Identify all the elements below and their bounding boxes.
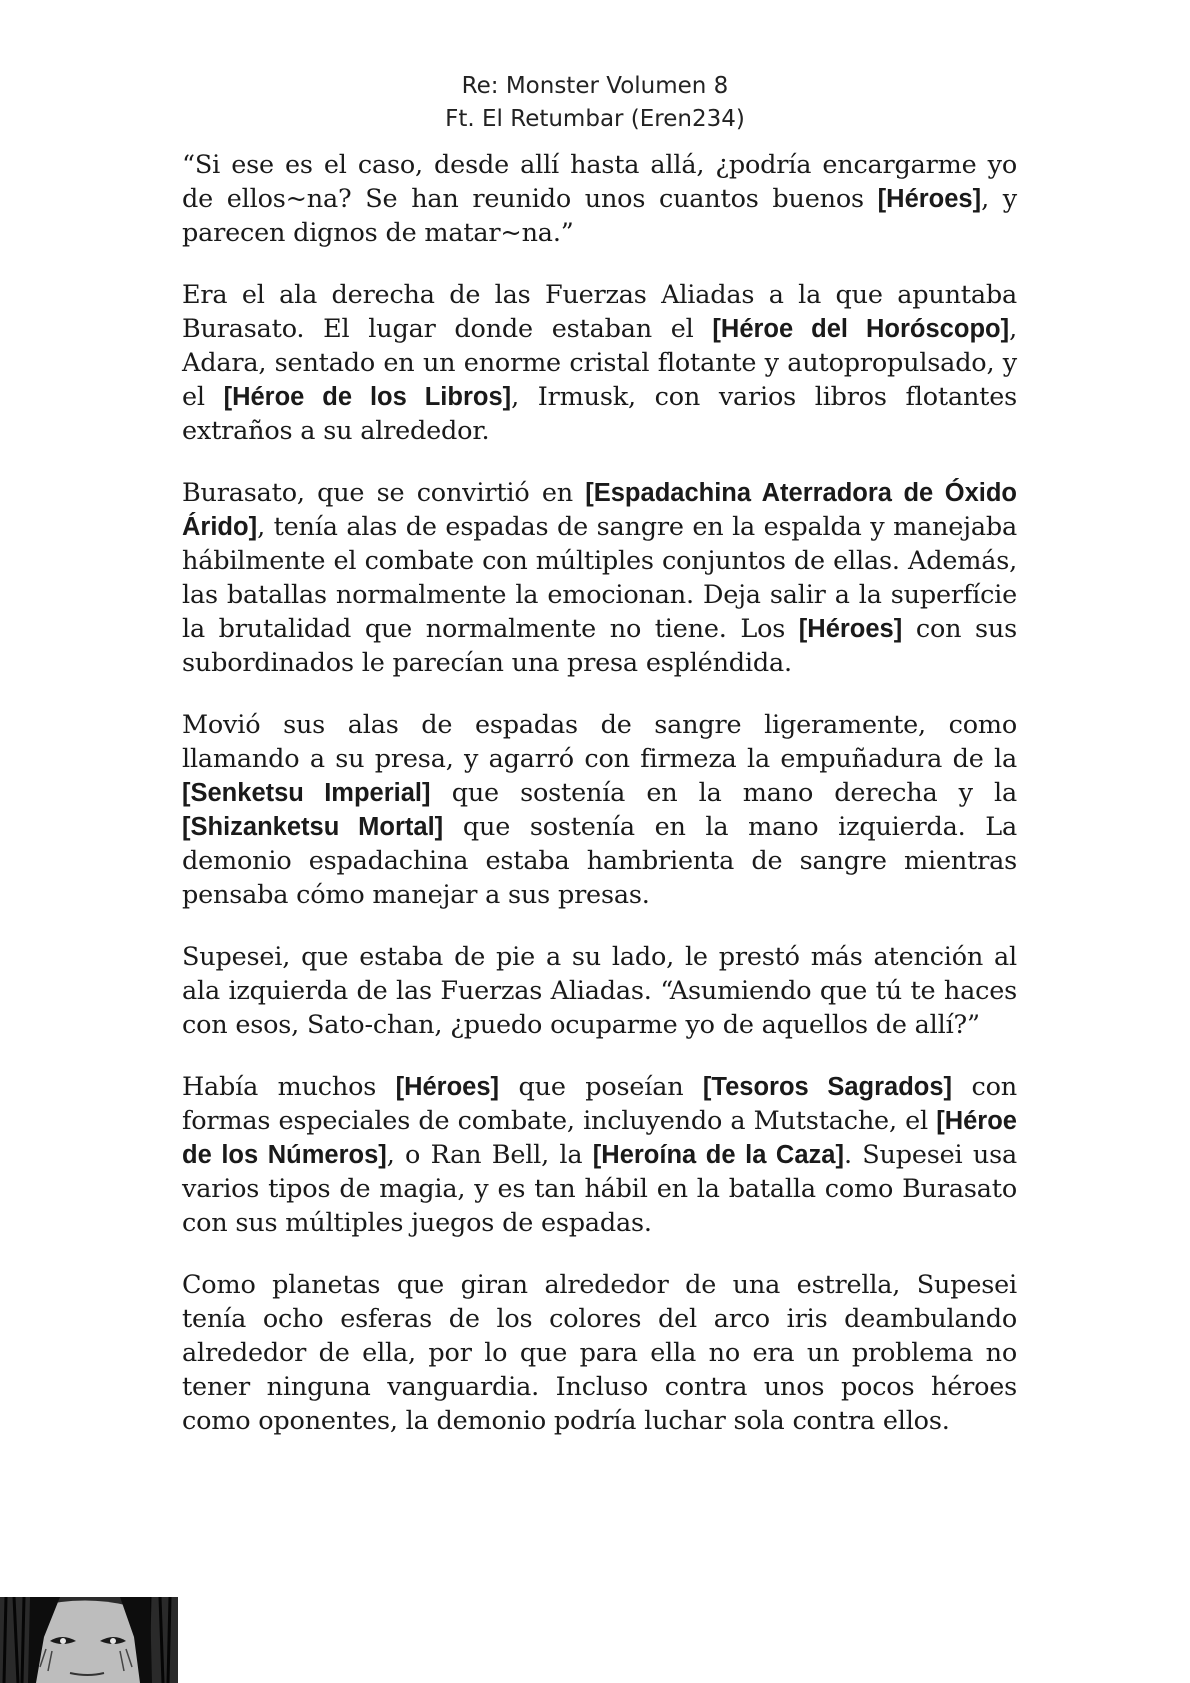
term-highlight: [Tesoros Sagrados] [702,1073,953,1101]
paragraph [182,148,1017,250]
text-run: , o Ran Bell, la [386,1140,593,1170]
text-run: Supesei, que estaba de pie a su lado, le prestó más atención al ala izquierda de las Fuerzas Aliadas. “Asumiendo que tú te haces con esos, Sato-chan, ¿puedo ocuparme yo de aquellos de allí?” [182,942,1017,1040]
term-highlight: [Shizanketsu Mortal] [182,813,444,841]
header-credit: Ft. El Retumbar (Eren234) [445,106,745,132]
text-run: , Irmusk, con varios libros flotantes extraños a su alrededor. [182,382,1017,446]
text-run: que poseían [499,1072,703,1102]
term-highlight: [Senketsu Imperial] [182,779,431,807]
text-run: . Supesei usa varios tipos de magia, y es tan hábil en la batalla como Burasato con sus múltiples juegos de espadas. [182,1140,1018,1238]
term-highlight: [Héroe del Horóscopo] [712,315,1010,343]
paragraph [182,278,1017,448]
text-run: , Adara, sentado en un enorme cristal flotante y autopropulsado, y el [182,314,1017,412]
text-run: , tenía alas de espadas de sangre en la espalda y manejaba hábilmente el combate con múltiples conjuntos de ellas. Además, las batallas normalmente la emocionan. Deja salir a la superfície la brutalidad que normalmente no tiene. Los [182,512,1017,644]
text-run: que sostenía en la mano derecha y la [430,778,1017,808]
paragraph [182,1268,1017,1438]
paragraph [182,476,1017,680]
character-portrait-icon [0,1597,178,1683]
header-title: Re: Monster Volumen 8 [461,73,729,99]
term-highlight: [Espadachina Aterradora de Óxido Árido] [182,479,1017,541]
text-run: Movió sus alas de espadas de sangre ligeramente, como llamando a su presa, y agarró con firmeza la empuñadura de la [182,710,1017,774]
text-run: con formas especiales de combate, incluyendo a Mutstache, el [182,1072,1017,1136]
body-text [182,148,1017,1466]
text-run: Había muchos [182,1072,396,1102]
text-run: Como planetas que giran alrededor de una estrella, Supesei tenía ocho esferas de los colores del arco iris deambulando alrededor de ella, por lo que para ella no era un problema no tener ninguna vanguardia. Incluso contra unos pocos héroes como oponentes, la demonio podría luchar sola contra ellos. [182,1270,1017,1436]
paragraph [182,708,1017,912]
term-highlight: [Héroes] [798,615,903,643]
text-run: “Si ese es el caso, desde allí hasta allá, ¿podría encargarme yo de ellos~na? Se han reunido unos cuantos buenos [182,150,1017,214]
page-header [0,70,1190,136]
term-highlight: [Héroes] [877,185,982,213]
paragraph [182,1070,1017,1240]
text-run: con sus subordinados le parecían una presa espléndida. [182,614,1018,678]
text-run: Era el ala derecha de las Fuerzas Aliadas a la que apuntaba Burasato. El lugar donde estaban el [182,280,1017,344]
term-highlight: [Héroe de los Números] [182,1107,1017,1169]
paragraph [182,940,1017,1042]
text-run: que sostenía en la mano izquierda. La demonio espadachina estaba hambrienta de sangre mientras pensaba cómo manejar a sus presas. [182,812,1017,910]
text-run: Burasato, que se convirtió en [182,478,586,508]
term-highlight: [Héroe de los Libros] [223,383,512,411]
text-run: , y parecen dignos de matar~na.” [182,184,1017,248]
term-highlight: [Heroína de la Caza] [592,1141,844,1169]
term-highlight: [Héroes] [395,1073,500,1101]
